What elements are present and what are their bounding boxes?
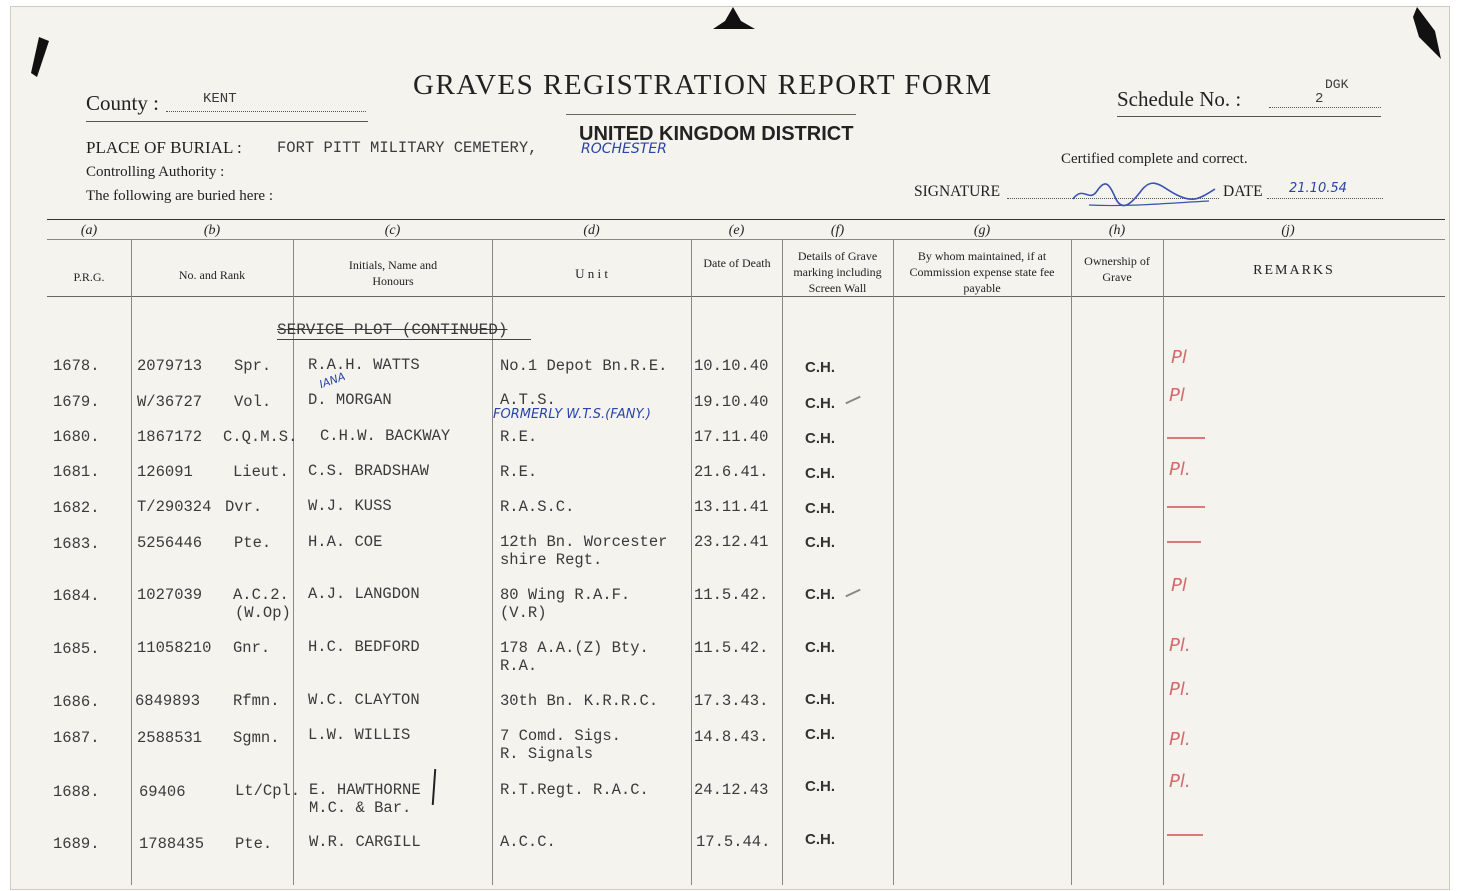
buried-here-label: The following are buried here : (86, 188, 274, 204)
column-header-ownership: Ownership of Grave (1084, 254, 1150, 284)
unit-cell: 80 Wing R.A.F. (500, 586, 631, 604)
date-value: 21.10.54 (1289, 181, 1347, 196)
remark-dash-mark (1167, 541, 1201, 543)
unit-cell: R.E. (500, 428, 538, 446)
remark-dash-mark (1167, 437, 1205, 439)
rank-cell: Rfmn. (233, 692, 280, 710)
service-number-cell: 1027039 (137, 586, 203, 604)
check-tick-mark (845, 396, 860, 405)
unit-cell: R.T.Regt. R.A.C. (500, 781, 649, 799)
service-number-cell: W/36727 (137, 393, 203, 411)
signature-scribble (1069, 177, 1219, 211)
service-number-cell: 2588531 (137, 729, 203, 747)
district-stamp: UNITED KINGDOM DISTRICT (579, 123, 854, 145)
name-cell: H.C. BEDFORD (308, 638, 420, 656)
column-header-number-rank: No. and Rank (178, 268, 246, 282)
check-tick-mark (845, 589, 860, 598)
unit-cell: 12th Bn. Worcester (500, 533, 668, 551)
rank-cell-line2: (W.Op) (235, 604, 291, 622)
remark-cell: Pl. (1169, 729, 1191, 750)
rank-cell: Vol. (234, 393, 272, 411)
date-cell: 17.5.44. (696, 833, 771, 851)
name-cell: E. HAWTHORNE (309, 781, 421, 799)
service-number-cell: T/290324 (137, 498, 212, 516)
prg-cell: 1683. (53, 535, 100, 553)
rank-cell: Pte. (234, 534, 272, 552)
rank-cell: Gnr. (233, 639, 271, 657)
date-cell: 10.10.40 (694, 357, 769, 375)
place-of-burial-label: PLACE OF BURIAL : (86, 138, 242, 157)
date-cell: 11.5.42. (694, 639, 769, 657)
column-letter-g: (g) (973, 223, 991, 238)
service-number-cell: 2079713 (137, 357, 203, 375)
column-letter-h: (h) (1108, 223, 1126, 238)
remark-dash-mark (1167, 506, 1205, 508)
report-form-sheet (10, 6, 1450, 890)
unit-cell: 178 A.A.(Z) Bty. (500, 639, 649, 657)
service-number-cell: 1788435 (139, 835, 205, 853)
date-cell: 21.6.41. (694, 463, 769, 481)
service-number-cell: 126091 (137, 463, 193, 481)
remark-dash-mark (1167, 834, 1203, 836)
column-letter-b: (b) (203, 223, 221, 238)
remark-cell: Pl (1171, 575, 1187, 596)
date-cell: 19.10.40 (694, 393, 769, 411)
marking-cell: C.H. (805, 691, 835, 708)
name-cell: D. MORGAN (308, 391, 392, 409)
date-cell: 13.11.41 (694, 498, 769, 516)
column-letter-e: (e) (728, 223, 745, 238)
county-label: County : (86, 91, 159, 115)
marking-cell: C.H. (805, 430, 835, 447)
name-cell: H.A. COE (308, 533, 383, 551)
marking-cell: C.H. (805, 831, 835, 848)
marking-cell: C.H. (805, 639, 835, 656)
column-header-maintained-by: By whom maintained, if at Commission expense state fee payable (909, 249, 1055, 295)
date-cell: 11.5.42. (694, 586, 769, 604)
service-number-cell: 5256446 (137, 534, 203, 552)
column-header-grave-marking: Details of Grave marking including Screen Wall (793, 249, 882, 295)
rank-cell: Pte. (235, 835, 273, 853)
unit-cell: No.1 Depot Bn.R.E. (500, 357, 668, 375)
prg-cell: 1681. (53, 463, 100, 481)
remark-cell: Pl (1169, 385, 1185, 406)
unit-cell: A.C.C. (500, 833, 556, 851)
date-cell: 17.3.43. (694, 692, 769, 710)
unit-cell: R.A.S.C. (500, 498, 575, 516)
rank-cell: A.C.2. (233, 586, 289, 604)
name-cell: C.S. BRADSHAW (308, 462, 429, 480)
service-number-cell: 6849893 (135, 692, 201, 710)
prg-cell: 1687. (53, 729, 100, 747)
name-cell: C.H.W. BACKWAY (320, 427, 451, 445)
form-title: GRAVES REGISTRATION REPORT FORM (413, 69, 993, 101)
prg-cell: 1678. (53, 357, 100, 375)
unit-cell-line2: shire Regt. (500, 551, 603, 569)
service-number-cell: 69406 (139, 783, 186, 801)
prg-cell: 1688. (53, 783, 100, 801)
marking-cell: C.H. (805, 465, 835, 482)
column-letter-d: (d) (583, 223, 600, 238)
name-cell: W.J. KUSS (308, 497, 392, 515)
prg-cell: 1680. (53, 428, 100, 446)
rank-cell: Dvr. (225, 498, 263, 516)
name-handwritten-note: IANA (317, 369, 347, 392)
rank-cell: Lieut. (233, 463, 289, 481)
name-cell: W.R. CARGILL (309, 833, 421, 851)
prg-cell: 1682. (53, 499, 100, 517)
prg-cell: 1685. (53, 640, 100, 658)
remark-cell: Pl. (1169, 459, 1191, 480)
place-of-burial-value: FORT PITT MILITARY CEMETERY, (277, 139, 538, 157)
remark-cell: Pl. (1169, 679, 1191, 700)
marking-cell: C.H. (805, 359, 835, 376)
punch-hole-mark-top (711, 7, 755, 37)
section-heading: SERVICE PLOT (CONTINUED) (277, 321, 508, 339)
marking-cell: C.H. (805, 586, 835, 603)
schedule-value: 2 (1315, 91, 1324, 107)
rank-cell: C.Q.M.S. (223, 428, 298, 446)
marking-cell: C.H. (805, 534, 835, 551)
date-cell: 23.12.41 (694, 533, 769, 551)
schedule-label: Schedule No. : (1117, 87, 1242, 111)
punch-hole-mark-right (1407, 7, 1447, 63)
marking-cell: C.H. (805, 778, 835, 795)
name-cell: R.A.H. WATTS (308, 356, 420, 374)
remark-cell: Pl. (1169, 635, 1191, 656)
date-cell: 24.12.43 (694, 781, 769, 799)
remark-cell: Pl. (1169, 771, 1191, 792)
unit-handwritten-note: FORMERLY W.T.S.(FANY.) (493, 407, 651, 422)
name-cell-line2: M.C. & Bar. (309, 799, 412, 817)
remark-cell: Pl (1171, 347, 1187, 368)
prg-cell: 1686. (53, 693, 100, 711)
rank-cell: Sgmn. (233, 729, 280, 747)
signature-label: SIGNATURE (914, 183, 1001, 200)
unit-cell-line2: R.A. (500, 657, 538, 675)
date-label: DATE (1223, 183, 1263, 200)
name-cell: L.W. WILLIS (308, 726, 411, 744)
prg-cell: 1684. (53, 587, 100, 605)
date-cell: 14.8.43. (694, 728, 769, 746)
unit-cell-line2: (V.R) (500, 604, 547, 622)
county-value: KENT (203, 91, 237, 107)
certified-statement: Certified complete and correct. (1061, 151, 1248, 167)
ink-vertical-stroke (432, 769, 437, 805)
unit-cell: R.E. (500, 463, 538, 481)
unit-cell: A.T.S. (500, 391, 556, 409)
punch-hole-mark-left (29, 35, 53, 79)
service-number-cell: 1867172 (137, 428, 203, 446)
prg-cell: 1679. (53, 393, 100, 411)
rank-cell: Spr. (234, 357, 272, 375)
service-number-cell: 11058210 (137, 639, 212, 657)
column-header-unit: U n i t (575, 266, 608, 281)
column-letter-c: (c) (384, 223, 401, 238)
marking-cell: C.H. (805, 395, 835, 412)
column-header-name: Initials, Name and Honours (348, 258, 438, 288)
unit-cell: 7 Comd. Sigs. (500, 727, 621, 745)
prg-cell: 1689. (53, 835, 100, 853)
date-cell: 17.11.40 (694, 428, 769, 446)
unit-cell: 30th Bn. K.R.R.C. (500, 692, 659, 710)
column-header-prg: P.R.G. (73, 270, 105, 284)
rank-cell: Lt/Cpl. (235, 782, 301, 800)
marking-cell: C.H. (805, 500, 835, 517)
schedule-prefix: DGK (1325, 77, 1349, 92)
name-cell: A.J. LANGDON (308, 585, 420, 603)
column-header-date: Date of Death (703, 256, 771, 270)
name-cell: W.C. CLAYTON (308, 691, 420, 709)
controlling-authority-label: Controlling Authority : (86, 164, 225, 180)
place-handwritten-note: ROCHESTER (581, 141, 667, 157)
unit-cell-line2: R. Signals (500, 745, 594, 763)
marking-cell: C.H. (805, 726, 835, 743)
column-letter-a: (a) (80, 223, 98, 238)
column-letter-j: (j) (1281, 223, 1295, 238)
column-letter-f: (f) (830, 223, 845, 238)
column-header-remarks: REMARKS (1253, 263, 1335, 278)
